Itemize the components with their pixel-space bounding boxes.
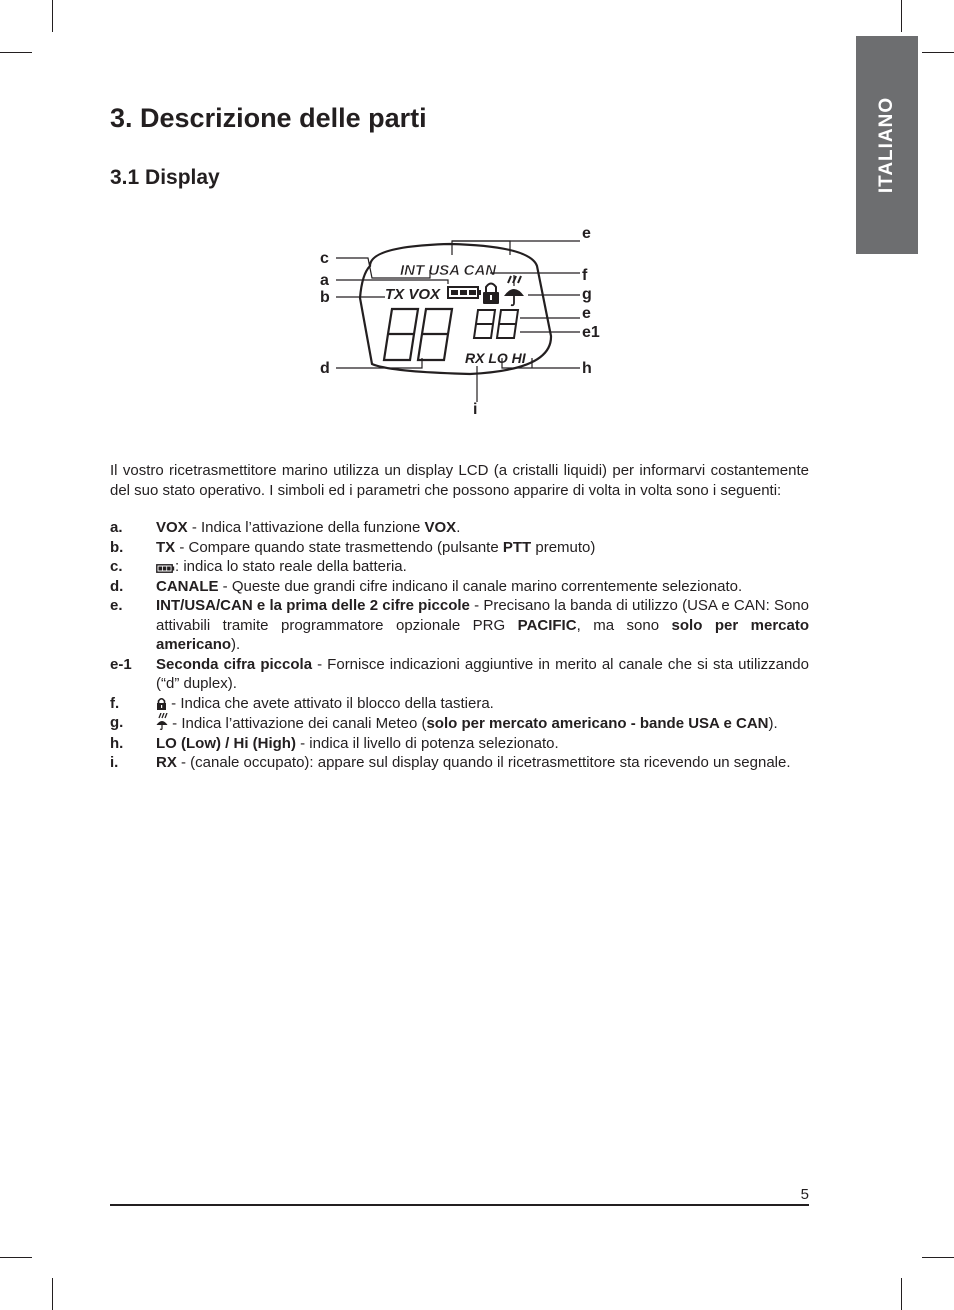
lcd-lock-icon xyxy=(483,284,499,305)
list-item xyxy=(110,538,809,558)
item-term: RX xyxy=(156,754,177,771)
item-text: - Indica che avete attivato il blocco della tastiera. xyxy=(167,694,494,712)
crop-mark xyxy=(901,1278,902,1310)
list-item xyxy=(110,734,809,754)
item-text: - Compare quando state trasmettendo (pulsante xyxy=(175,538,503,556)
language-tab-label: ITALIANO xyxy=(876,96,897,194)
item-text: - Indica l’attivazione della funzione xyxy=(187,519,425,536)
lock-icon xyxy=(156,697,167,710)
crop-mark xyxy=(52,0,53,32)
item-term: TX xyxy=(156,538,176,556)
item-text: - Fornisce indicazioni aggiuntive in merito al canale che si sta utilizzando (“d” duplex). xyxy=(156,655,809,692)
callout-e: e xyxy=(582,305,591,322)
callout-b: b xyxy=(320,289,330,306)
item-label: c. xyxy=(110,558,123,575)
item-text: . xyxy=(456,519,461,536)
item-text: , ma sono xyxy=(576,616,672,634)
item-term: CANALE xyxy=(156,577,219,595)
item-term: VOX xyxy=(424,519,457,536)
item-label: e. xyxy=(110,597,123,614)
item-text: - (canale occupato): appare sul display quando il ricetrasmettitore sta ricevendo un segnale. xyxy=(176,754,791,771)
intro-paragraph: Il vostro ricetrasmettitore marino utilizza un display LCD (a cristalli liquidi) per informarvi costantemente del suo stato operativo. I simboli ed i parametri che possono apparire di volta in volta sono i seguenti: xyxy=(110,462,809,499)
callout-h: h xyxy=(582,360,592,377)
item-label: b. xyxy=(110,538,124,556)
lcd-rx-lo-hi: RX LO HI xyxy=(465,350,526,366)
item-term: PACIFIC xyxy=(517,616,577,634)
list-item xyxy=(110,577,809,597)
page-title: 3. Descrizione delle parti xyxy=(110,103,427,133)
item-term: Seconda cifra piccola xyxy=(156,655,313,673)
lcd-big-digits xyxy=(384,309,452,360)
item-term: solo per mercato americano xyxy=(156,616,809,653)
list-item xyxy=(110,753,809,773)
callout-f: f xyxy=(582,267,588,284)
callout-e1: e1 xyxy=(582,324,600,341)
symbol-list xyxy=(110,518,809,773)
item-label: f. xyxy=(110,694,120,712)
item-term: solo per mercato americano - bande USA e CAN xyxy=(426,715,769,732)
item-term: INT/USA/CAN e la prima delle 2 cifre piccole xyxy=(156,597,470,614)
list-item xyxy=(110,694,809,714)
weather-icon xyxy=(156,713,168,730)
list-item xyxy=(110,518,809,538)
item-text: ). xyxy=(768,715,778,732)
list-item xyxy=(110,655,809,694)
page-number: 5 xyxy=(800,1186,809,1203)
callout-g: g xyxy=(582,286,592,303)
item-text: : indica lo stato reale della batteria. xyxy=(175,558,407,575)
lcd-small-digits xyxy=(474,310,518,338)
lcd-battery-icon xyxy=(448,287,481,298)
section-title: 3.1 Display xyxy=(110,166,220,189)
crop-mark xyxy=(52,1278,53,1310)
language-tab xyxy=(856,36,918,254)
footer-rule xyxy=(110,1204,809,1206)
list-item xyxy=(110,557,809,577)
item-term: VOX xyxy=(156,519,188,536)
item-label: i. xyxy=(110,754,119,771)
lcd-int-usa-can: INT USA CAN xyxy=(400,262,497,279)
callout-d: d xyxy=(320,360,330,377)
crop-mark xyxy=(0,1257,32,1258)
item-label: h. xyxy=(110,734,124,752)
callout-a: a xyxy=(320,272,329,289)
item-text: - Queste due grandi cifre indicano il canale marino correntemente selezionato. xyxy=(218,577,743,595)
item-label: a. xyxy=(110,519,123,536)
lcd-diagram xyxy=(300,218,620,423)
callout-e-top: e xyxy=(582,225,591,242)
callout-i: i xyxy=(473,401,478,418)
lcd-tx-vox: TX VOX xyxy=(385,286,441,303)
item-text: premuto) xyxy=(531,538,596,556)
item-term: PTT xyxy=(502,538,532,556)
item-text: - Precisano la banda di utilizzo (USA e CAN: Sono attivabili tramite programmatore opzionale PRG xyxy=(156,597,809,634)
item-label: g. xyxy=(110,714,124,731)
crop-mark xyxy=(0,52,32,53)
crop-mark xyxy=(922,1257,954,1258)
item-label: d. xyxy=(110,577,124,595)
item-text: ). xyxy=(231,636,241,653)
item-label: e-1 xyxy=(110,655,132,673)
crop-mark xyxy=(901,0,902,32)
item-text: - indica il livello di potenza selezionato. xyxy=(295,734,559,752)
battery-icon xyxy=(156,564,175,573)
list-item xyxy=(110,596,809,655)
item-term: LO (Low) / Hi (High) xyxy=(156,734,296,752)
list-item xyxy=(110,713,809,734)
crop-mark xyxy=(922,52,954,53)
callout-c: c xyxy=(320,250,329,267)
item-text: - Indica l’attivazione dei canali Meteo ( xyxy=(168,715,427,732)
